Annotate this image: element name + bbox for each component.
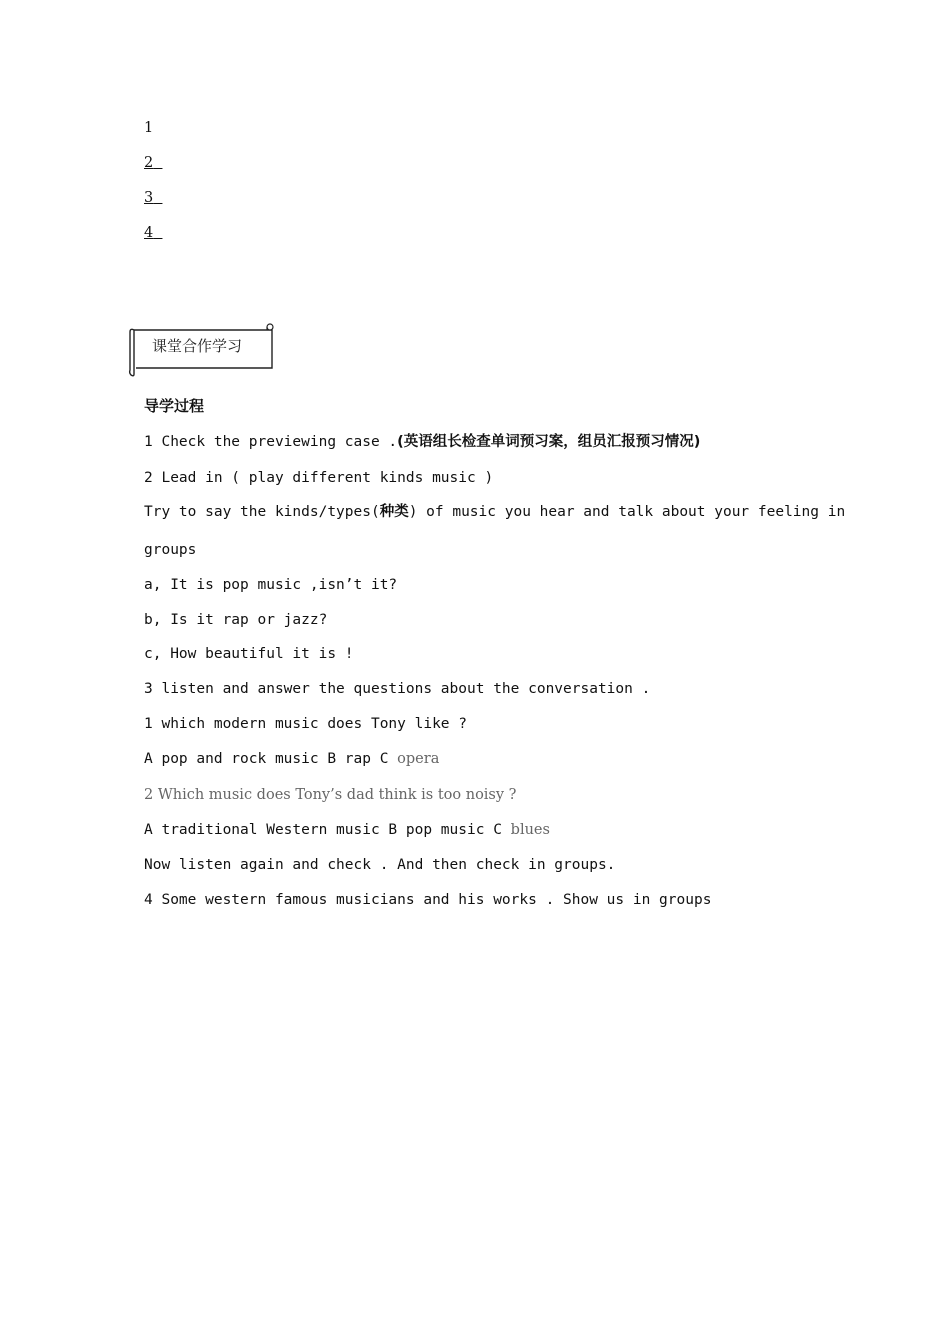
line-13: Now listen again and check . And then check in groups. (144, 857, 616, 873)
line-1-chinese: (英语组长检查单词预习案，组员汇报预习情况) (397, 434, 701, 450)
line-3 (144, 502, 845, 522)
line-14: 4 Some western famous musicians and his works . Show us in groups (144, 892, 712, 908)
line-3-chinese: 种类 (379, 504, 409, 520)
line-11: 2 Which music does Tony’s dad think is too noisy ? (144, 787, 517, 803)
blank-item-3-number: 3 (144, 190, 154, 206)
blank-item-4 (144, 225, 162, 241)
line-12 (144, 820, 550, 840)
blank-item-4-number: 4 (144, 225, 154, 241)
section-banner-label: 课堂合作学习 (152, 337, 243, 355)
line-10-option-c: opera (397, 751, 440, 767)
line-9: 1 which modern music does Tony like ? (144, 716, 468, 732)
section-heading: 导学过程 (144, 397, 205, 415)
line-3-part-a: Try to say the kinds/types( (144, 504, 380, 520)
line-4: groups (144, 542, 197, 558)
blank-item-2 (144, 155, 162, 171)
line-12-option-c: blues (510, 822, 550, 838)
blank-item-1: 1 (144, 120, 154, 136)
line-5: a, It is pop music ,isn’t it? (144, 577, 398, 593)
line-12-options: A traditional Western music B pop music C (144, 822, 511, 838)
line-10-options: A pop and rock music B rap C (144, 751, 398, 767)
blank-item-2-number: 2 (144, 155, 154, 171)
line-6: b, Is it rap or jazz? (144, 612, 328, 628)
line-7: c, How beautiful it is ! (144, 646, 354, 662)
line-10 (144, 749, 439, 769)
line-1-text: 1 Check the previewing case . (144, 434, 398, 450)
line-2: 2 Lead in ( play different kinds music ) (144, 470, 494, 486)
line-8: 3 listen and answer the questions about the conversation . (144, 681, 651, 697)
blank-item-3 (144, 190, 162, 206)
line-3-part-b: ) of music you hear and talk about your feeling in (408, 504, 846, 520)
line-1 (144, 432, 700, 452)
